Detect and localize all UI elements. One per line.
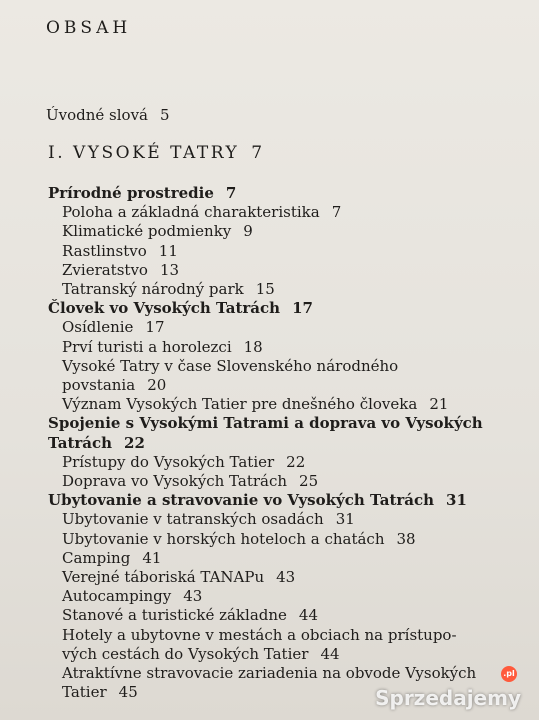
toc-entry: [62, 683, 138, 701]
toc-section: [48, 491, 467, 509]
toc-entry-title: Hotely a ubytovne v mestách a obciach na prístupo-: [62, 625, 457, 644]
toc-section: [48, 434, 145, 452]
toc-entry-title: povstania: [62, 376, 136, 394]
toc-entry: [62, 606, 318, 624]
toc-entry: [62, 376, 166, 394]
toc-entry-page: 21: [429, 395, 449, 414]
toc-entry-title: Rastlinstvo: [62, 241, 147, 260]
toc-entry-page: 7: [225, 184, 237, 202]
toc-entry: [62, 568, 295, 586]
toc-entry: [62, 338, 263, 356]
toc-section: [48, 414, 495, 432]
toc-entry-page: 15: [255, 280, 275, 298]
toc-entry-page: 22: [124, 433, 145, 452]
toc-entry-title: Verejné táboriská TANAPu: [62, 568, 265, 586]
toc-entry-title: Tatranský národný park: [62, 280, 244, 298]
toc-part-page: 7: [251, 143, 265, 163]
toc-entry: [62, 510, 355, 528]
toc-entry-title: Tatrách: [48, 433, 113, 452]
toc-entry-title: Ubytovanie v tatranských osadách: [62, 510, 324, 529]
toc-entry: [62, 280, 275, 298]
toc-entry: [62, 242, 178, 260]
toc-intro-label: Úvodné slová: [46, 106, 148, 124]
toc-entry-page: 41: [142, 548, 162, 567]
toc-entry-title: Prví turisti a horolezci: [62, 337, 232, 356]
toc-entry: [62, 626, 469, 644]
toc-entry-title: Ubytovanie a stravovanie vo Vysokých Tatrách: [48, 491, 435, 510]
toc-entry-page: 38: [396, 529, 416, 548]
toc-entry: [62, 222, 253, 240]
toc-entry: [62, 530, 416, 548]
toc-entry-title: Autocampingy: [62, 587, 172, 606]
toc-entry: [62, 645, 340, 663]
toc-entry-title: Poloha a základná charakteristika: [62, 203, 320, 222]
toc-entry-title: Doprava vo Vysokých Tatrách: [62, 472, 288, 490]
toc-entry-page: 43: [276, 568, 296, 586]
toc-entry-page: 17: [145, 318, 165, 337]
toc-entry-page: 31: [446, 491, 467, 510]
toc-entry-title: Klimatické podmienky: [62, 222, 232, 241]
toc-entry: [62, 203, 341, 221]
toc-entry: [62, 357, 410, 375]
toc-entry-title: Prístupy do Vysokých Tatier: [62, 452, 275, 471]
toc-entry: [62, 453, 305, 471]
toc-entry-title: Vysoké Tatry v čase Slovenského národného: [62, 356, 399, 375]
toc-entry: [62, 318, 165, 336]
toc-entry-page: 45: [118, 683, 138, 702]
toc-part-heading: [48, 144, 265, 162]
toc-entry-page: 22: [286, 452, 306, 471]
toc-entry-title: Ubytovanie v horských hoteloch a chatách: [62, 529, 385, 548]
toc-entry-page: 11: [158, 241, 178, 260]
toc-entry-title: Spojenie s Vysokými Tatrami a doprava vo Vysokých: [48, 414, 483, 433]
toc-entry: [62, 549, 161, 567]
toc-entry-title: Význam Vysokých Tatier pre dnešného človeka: [62, 395, 418, 414]
toc-part-label: I. VYSOKÉ TATRY: [48, 143, 240, 163]
toc-entry-page: 13: [159, 260, 180, 279]
watermark-badge: .pl: [501, 666, 517, 682]
contents-heading: OBSAH: [46, 18, 132, 38]
toc-entry-title: Človek vo Vysokých Tatrách: [48, 299, 281, 318]
toc-entry-page: 31: [335, 510, 355, 529]
toc-entry-page: 7: [331, 203, 342, 222]
toc-entry-title: Atraktívne stravovacie zariadenia na obvode Vysokých: [62, 664, 477, 682]
watermark: Sprzedajemy: [375, 686, 521, 710]
toc-section: [48, 184, 236, 202]
toc-entry: [62, 472, 318, 490]
toc-entry-title: Stanové a turistické základne: [62, 606, 287, 625]
toc-intro-page: 5: [160, 106, 170, 124]
toc-entry-page: 44: [298, 606, 318, 625]
toc-entry: [62, 261, 179, 279]
toc-entry-page: 17: [292, 299, 313, 318]
toc-intro: [46, 106, 170, 124]
toc-entry-title: Zvieratstvo: [62, 260, 148, 279]
toc-entry: [62, 587, 202, 605]
toc-entry-title: vých cestách do Vysokých Tatier: [62, 644, 309, 663]
toc-entry-title: Camping: [62, 548, 131, 567]
toc-entry-page: 44: [320, 644, 340, 663]
toc-entry-page: 9: [243, 222, 253, 241]
toc-entry-title: Prírodné prostredie: [48, 184, 214, 202]
toc-entry-title: Osídlenie: [62, 318, 134, 337]
toc-entry-title: Tatier: [62, 683, 107, 702]
toc-entry-page: 25: [299, 472, 319, 490]
toc-entry-page: 43: [183, 587, 203, 606]
toc-entry-page: 20: [147, 376, 167, 394]
toc-entry: [62, 395, 448, 413]
toc-entry-page: 18: [243, 337, 263, 356]
toc-section: [48, 299, 313, 317]
toc-entry: [62, 664, 488, 682]
